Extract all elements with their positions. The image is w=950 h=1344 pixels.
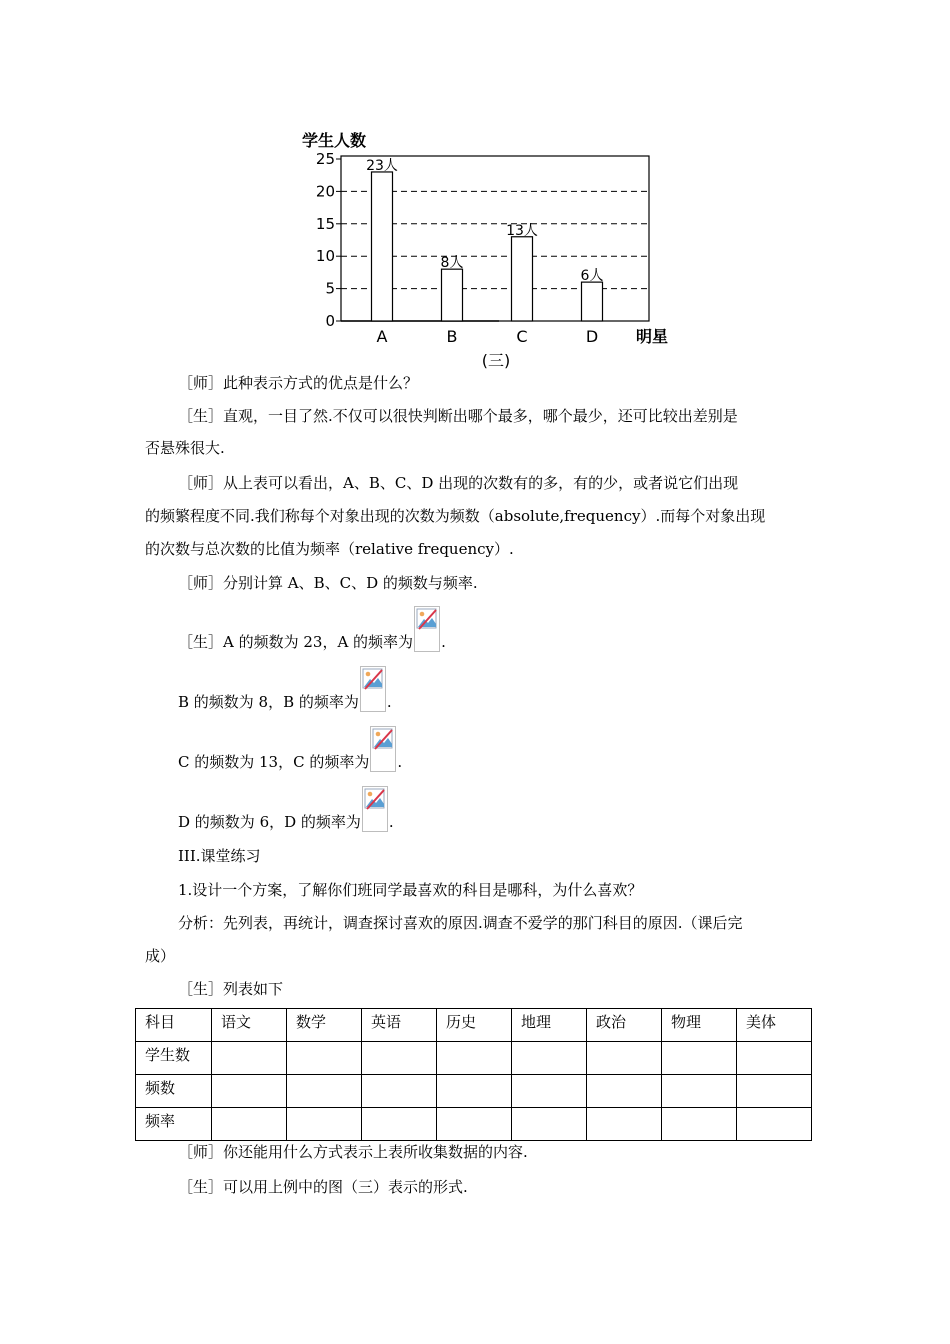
exercise-1: 1.设计一个方案，了解你们班同学最喜欢的科目是哪科，为什么喜欢？ — [178, 881, 643, 899]
table-header-cell: 物理 — [662, 1009, 737, 1042]
student-answer-1a: ［生］直观，一目了然.不仅可以很快判断出哪个最多，哪个最少，还可比较出差别是 — [178, 407, 738, 425]
answer-a-text: ［生］A 的频数为 23，A 的频率为 — [178, 633, 414, 651]
table-cell — [737, 1042, 812, 1075]
answer-d-text: D 的频数为 6，D 的频率为 — [178, 813, 361, 831]
table-cell — [287, 1075, 362, 1108]
bar-data-label: 6人 — [580, 268, 604, 285]
analysis-b: 成） — [145, 947, 176, 965]
broken-image-icon — [362, 668, 384, 690]
answer-c-line: C 的频数为 13，C 的频率为 . — [178, 726, 402, 772]
teacher-text-2c: 的次数与总次数的比值为频率（relative frequency）. — [145, 540, 514, 558]
table-header-cell: 历史 — [437, 1009, 512, 1042]
teacher-question-1: ［师］此种表示方式的优点是什么？ — [178, 374, 419, 392]
bar-a — [372, 172, 393, 321]
formula-image-placeholder-d — [362, 786, 388, 832]
table-cell — [737, 1075, 812, 1108]
table-cell — [662, 1108, 737, 1141]
bar-data-label: 13人 — [506, 222, 538, 239]
x-tick-label: C — [516, 327, 528, 346]
table-cell — [587, 1042, 662, 1075]
teacher-question-3: ［师］你还能用什么方式表示上表所收集数据的内容. — [178, 1143, 528, 1161]
x-tick-label: A — [376, 327, 388, 346]
teacher-task: ［师］分别计算 A、B、C、D 的频数与频率. — [178, 574, 478, 592]
table-cell — [512, 1075, 587, 1108]
bar-b — [442, 269, 463, 321]
analysis-a: 分析：先列表，再统计，调查探讨喜欢的原因.调查不爱学的那门科目的原因.（课后完 — [178, 914, 743, 932]
table-header-cell: 英语 — [362, 1009, 437, 1042]
table-cell — [587, 1075, 662, 1108]
table-row — [136, 1108, 812, 1141]
student-table-intro: ［生］列表如下 — [178, 980, 284, 998]
answer-c-text: C 的频数为 13，C 的频率为 — [178, 753, 370, 771]
table-cell — [512, 1042, 587, 1075]
table-header-cell: 语文 — [212, 1009, 287, 1042]
table-row — [136, 1042, 812, 1075]
table-cell — [737, 1108, 812, 1141]
table-header-cell: 地理 — [512, 1009, 587, 1042]
bar-data-label: 8人 — [440, 255, 464, 272]
table-cell — [212, 1042, 287, 1075]
table-cell — [437, 1075, 512, 1108]
table-cell — [287, 1108, 362, 1141]
table-cell — [362, 1108, 437, 1141]
broken-image-icon — [372, 728, 394, 750]
table-row-label: 频率 — [136, 1108, 212, 1141]
broken-image-icon — [364, 788, 386, 810]
table-cell — [362, 1075, 437, 1108]
answer-d-line: D 的频数为 6，D 的频率为 . — [178, 786, 394, 832]
table-row — [136, 1075, 812, 1108]
answer-b-text: B 的频数为 8，B 的频率为 — [178, 693, 359, 711]
x-tick-label: B — [446, 327, 458, 346]
section-heading: III.课堂练习 — [178, 847, 261, 865]
teacher-text-2b: 的频繁程度不同.我们称每个对象出现的次数为频数（absolute,frequency）.而每个对象出现 — [145, 507, 766, 525]
bar-d — [582, 282, 603, 321]
table-row-label: 频数 — [136, 1075, 212, 1108]
answer-a-line: ［生］A 的频数为 23，A 的频率为 . — [178, 606, 446, 652]
broken-image-icon — [416, 608, 438, 630]
table-row-label: 学生数 — [136, 1042, 212, 1075]
table-cell — [437, 1042, 512, 1075]
y-tick-label: 15 — [315, 214, 335, 233]
table-cell — [512, 1108, 587, 1141]
table-cell — [212, 1075, 287, 1108]
student-answer-3: ［生］可以用上例中的图（三）表示的形式. — [178, 1178, 468, 1196]
table-header-cell: 美体 — [737, 1009, 812, 1042]
table-header-row — [136, 1009, 812, 1042]
table-cell — [587, 1108, 662, 1141]
student-answer-1b: 否悬殊很大. — [145, 439, 225, 457]
teacher-text-2a: ［师］从上表可以看出，A、B、C、D 出现的次数有的多，有的少，或者说它们出现 — [178, 474, 739, 492]
table-cell — [662, 1075, 737, 1108]
answer-b-line: B 的频数为 8，B 的频率为 . — [178, 666, 392, 712]
y-tick-label: 25 — [315, 150, 335, 168]
bar-chart — [296, 120, 686, 380]
table-cell — [662, 1042, 737, 1075]
table-cell — [437, 1108, 512, 1141]
table-cell — [362, 1042, 437, 1075]
bar-c — [512, 237, 533, 321]
formula-image-placeholder-c — [370, 726, 396, 772]
y-tick-label: 20 — [315, 182, 335, 201]
table-header-cell: 数学 — [287, 1009, 362, 1042]
table-header-cell: 科目 — [136, 1009, 212, 1042]
table-cell — [287, 1042, 362, 1075]
chart-caption: (三) — [481, 351, 511, 370]
formula-image-placeholder-a — [414, 606, 440, 652]
y-tick-label: 5 — [325, 279, 335, 298]
y-tick-label: 0 — [325, 312, 335, 330]
bar-data-label: 23人 — [366, 157, 398, 174]
subject-table — [135, 1008, 812, 1141]
table-header-cell: 政治 — [587, 1009, 662, 1042]
x-axis-title: 明星 — [636, 327, 669, 346]
y-axis-title: 学生人数 — [302, 131, 367, 150]
table-cell — [212, 1108, 287, 1141]
x-tick-label: D — [585, 327, 599, 346]
y-tick-label: 10 — [315, 247, 335, 266]
formula-image-placeholder-b — [360, 666, 386, 712]
